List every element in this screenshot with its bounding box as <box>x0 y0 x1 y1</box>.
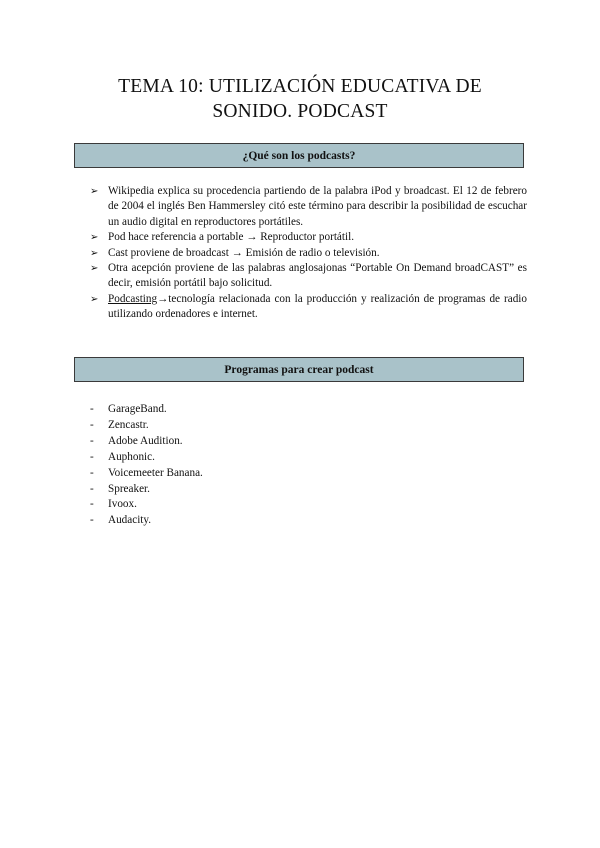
list-item <box>90 261 527 292</box>
section-heading-programs-label: Programas para crear podcast <box>224 363 374 376</box>
list-item-text: Cast proviene de broadcast → Emisión de radio o televisión. <box>108 246 380 259</box>
list-item <box>90 184 527 230</box>
podcast-programs-list <box>90 402 203 529</box>
page-title <box>0 74 600 124</box>
list-item-text: Pod hace referencia a portable → Reproductor portátil. <box>108 231 355 244</box>
section-heading-podcasts-label: ¿Qué son los podcasts? <box>242 149 356 162</box>
dash-bullet-icon: - <box>90 466 94 479</box>
list-item <box>90 230 527 245</box>
dash-bullet-icon: - <box>90 482 94 495</box>
program-name: Ivoox. <box>108 498 137 511</box>
program-name: Zencastr. <box>108 418 149 431</box>
program-name: Auphonic. <box>108 450 155 463</box>
section-heading-programs <box>74 357 524 382</box>
program-name: GarageBand. <box>108 403 167 415</box>
program-name: Spreaker. <box>108 482 150 495</box>
list-item <box>90 482 203 498</box>
list-item <box>90 434 203 450</box>
dash-bullet-icon: - <box>90 434 94 447</box>
dash-bullet-icon: - <box>90 514 94 527</box>
list-item <box>90 292 527 323</box>
arrowhead-bullet-icon: ➢ <box>90 186 99 197</box>
list-item <box>90 450 203 466</box>
dash-bullet-icon: - <box>90 450 94 463</box>
list-item <box>90 466 203 482</box>
list-item <box>90 513 203 529</box>
program-name: Audacity. <box>108 514 152 527</box>
list-item <box>90 246 527 261</box>
arrowhead-bullet-icon: ➢ <box>90 293 99 305</box>
program-name: Voicemeeter Banana. <box>108 466 203 479</box>
list-item <box>90 497 203 513</box>
list-item-text: →tecnología relacionada con la producción y realización de programas de radio utilizando ordenadores e internet. <box>108 292 527 321</box>
arrowhead-bullet-icon: ➢ <box>90 263 99 275</box>
program-name: Adobe Audition. <box>108 434 183 447</box>
dash-bullet-icon: - <box>90 403 94 415</box>
dash-bullet-icon: - <box>90 418 94 431</box>
list-item-text: Wikipedia explica su procedencia partiendo de la palabra iPod y broadcast. El 12 de febrero de 2004 el inglés Ben Hammersley citó este término para describir la posibilidad de escuchar un audio digital en reproductores portátiles. <box>108 185 527 228</box>
arrowhead-bullet-icon: ➢ <box>90 232 99 244</box>
arrowhead-bullet-icon: ➢ <box>90 247 99 259</box>
page-title-line-2: SONIDO. PODCAST <box>212 101 388 122</box>
list-item <box>90 402 203 418</box>
list-item <box>90 418 203 434</box>
section-heading-podcasts <box>74 143 524 168</box>
podcasting-term: Podcasting <box>108 292 158 305</box>
dash-bullet-icon: - <box>90 498 94 511</box>
list-item-text: Otra acepción proviene de las palabras anglosajonas “Portable On Demand broadCAST” es decir, emisión portátil bajo solicitud. <box>108 262 527 290</box>
page-title-line-1: TEMA 10: UTILIZACIÓN EDUCATIVA DE <box>118 76 482 97</box>
podcast-definition-list <box>90 184 527 323</box>
